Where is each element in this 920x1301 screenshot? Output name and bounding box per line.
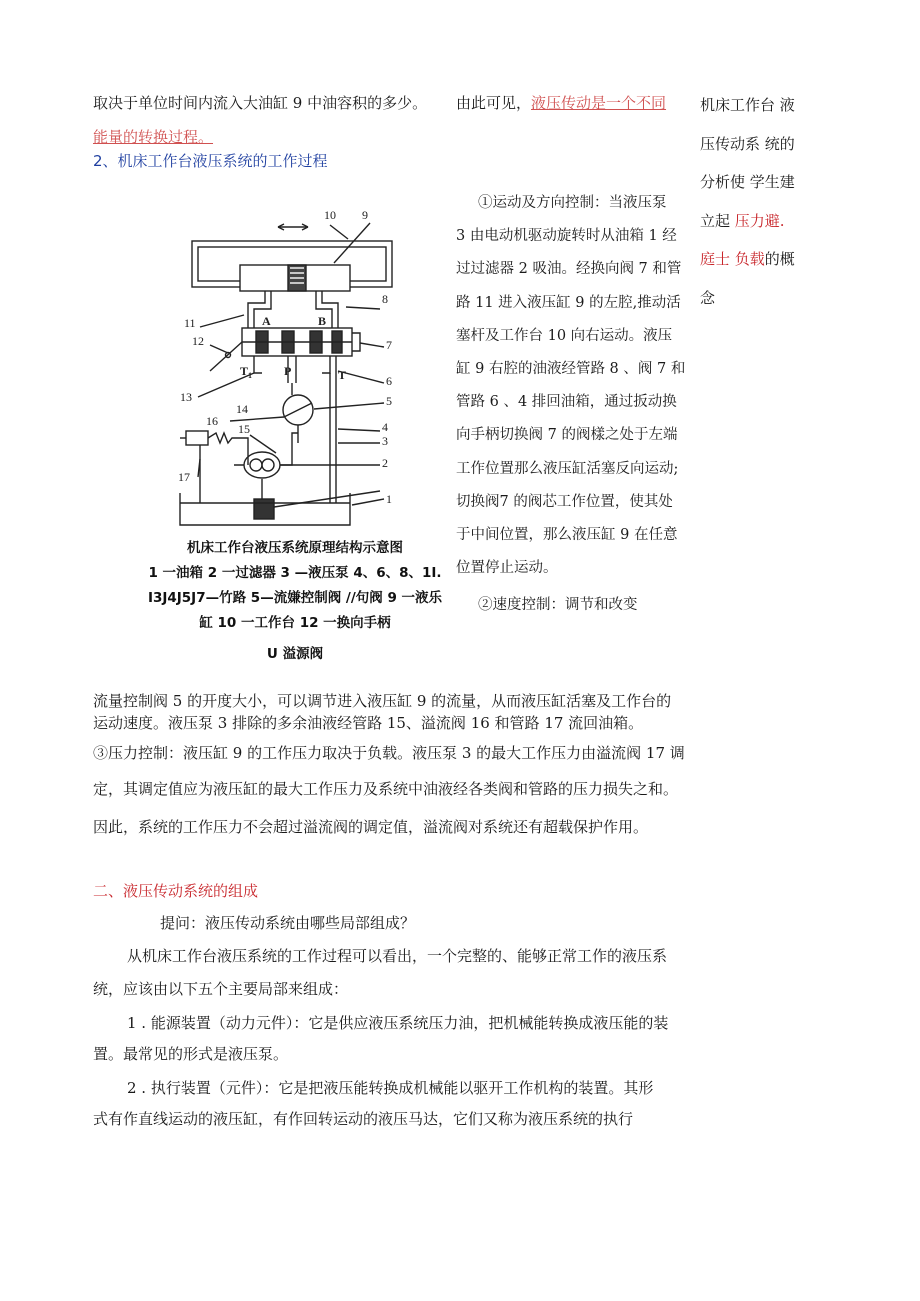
- text-line: 缸 9 右腔的油液经管路 8 、阀 7 和: [456, 361, 686, 378]
- section-heading: 二、液压传动系统的组成: [93, 882, 259, 900]
- label-t1-sub: 1: [248, 371, 253, 380]
- label-t1: [240, 364, 252, 380]
- text-line: 3 由电动机驱动旋转时从油箱 1 经: [456, 228, 677, 245]
- text-line: 过过滤器 2 吸油。经换向阀 7 和管: [456, 261, 682, 278]
- text-line: 工作位置那么液压缸活塞反向运动;: [456, 460, 679, 477]
- label-12: 12: [192, 334, 204, 348]
- text-prefix: 立起: [700, 211, 735, 230]
- label-p: P: [284, 364, 292, 378]
- text-line: 管路 6 、4 排回油箱，通过扳动换: [456, 394, 677, 411]
- relief-valve: [186, 431, 208, 445]
- label-9: 9: [362, 208, 368, 222]
- text-line: [700, 240, 820, 279]
- label-11: 11: [184, 316, 196, 330]
- text-line: 取决于单位时间内流入大油缸 9 中油容积的多少。: [93, 94, 428, 112]
- label-13: 13: [180, 390, 192, 404]
- label-5: 5: [386, 394, 392, 408]
- text-prefix: 由此可见，: [456, 94, 532, 112]
- text-line: 念: [700, 288, 716, 307]
- diagram-svg: [170, 203, 420, 533]
- label-t1-text: T: [240, 364, 249, 378]
- caption-line: 缸 10 一工作台 12 一换向手柄: [199, 615, 391, 631]
- label-1: 1: [386, 492, 392, 506]
- text-line: 因此，系统的工作压力不会超过溢流阀的调定值，溢流阀对系统还有超载保护作用。: [93, 818, 649, 836]
- question-line: 提问：液压传动系统由哪些局部组成？: [160, 914, 416, 932]
- figure-caption: [140, 536, 450, 667]
- text-line: ①运动及方向控制：当液压泵: [478, 195, 667, 211]
- text-line: 流量控制阀 5 的开度大小，可以调节进入液压缸 9 的流量，从而液压缸活塞及工作台的: [93, 692, 672, 710]
- label-17: 17: [178, 470, 190, 484]
- label-15: 15: [238, 422, 250, 436]
- text-line: 从机床工作台液压系统的工作过程可以看出，一个完整的、能够正常工作的液压系: [127, 947, 668, 965]
- label-4: 4: [382, 420, 388, 434]
- label-a: A: [262, 314, 271, 328]
- label-7: 7: [386, 338, 392, 352]
- list-item-text: 式有作直线运动的液压缸，有作回转运动的液压马达，它们又称为液压系统的执行: [93, 1110, 634, 1128]
- right-column: [700, 86, 820, 317]
- highlight-text: 庭士 负载: [700, 250, 765, 268]
- text-line: 机床工作台 液: [700, 96, 795, 114]
- text-line: 压传动系 统的: [700, 134, 795, 153]
- caption-line: I3J4J5J7—竹路 5—流嫌控制阀 //句阀 9 一液乐: [147, 590, 443, 606]
- highlight-text: 压力避.: [734, 211, 785, 230]
- hydraulic-diagram: [170, 203, 420, 533]
- text-line: 切换阀7 的阀芯工作位置，使其处: [456, 493, 673, 510]
- list-item-text: 1 . 能源装置（动力元件）：它是供应液压系统压力油，把机械能转换成液压能的装: [127, 1014, 669, 1032]
- text-line: ③压力控制：液压缸 9 的工作压力取决于负载。液压泵 3 的最大工作压力由溢流阀 17 调: [93, 744, 685, 762]
- text-line: 于中间位置，那么液压缸 9 在任意: [456, 527, 678, 544]
- filter: [254, 499, 274, 519]
- text-line: 分析使 学生建: [700, 173, 795, 191]
- caption-line: 1 一油箱 2 一过滤器 3 —液压泵 4、6、8、1I.: [148, 565, 442, 581]
- list-item-text: 置。最常见的形式是液压泵。: [93, 1045, 289, 1063]
- caption-line: U 溢源阀: [266, 646, 324, 662]
- label-t: T: [338, 368, 347, 382]
- caption-title: 机床工作台液压系统原理结构示意图: [187, 540, 403, 556]
- label-8: 8: [382, 292, 388, 306]
- text-line: [700, 202, 820, 241]
- text-line: 路 11 进入液压缸 9 的左腔,推动活: [456, 294, 681, 311]
- label-6: 6: [386, 374, 392, 388]
- label-2: 2: [382, 456, 388, 470]
- text-line: 位置停止运动。: [456, 560, 558, 577]
- text-suffix: 的概: [764, 250, 795, 268]
- text-line: 塞杆及工作台 10 向右运动。液压: [456, 327, 673, 344]
- text-line: 向手柄切换阀 7 的阀樣之处于左端: [456, 427, 678, 444]
- text-line: 运动速度。液压泵 3 排除的多余油液经管路 15、溢流阀 16 和管路 17 流回油箱。: [93, 714, 644, 732]
- label-16: 16: [206, 414, 218, 428]
- section-title: 2、机床工作台液压系统的工作过程: [93, 152, 328, 170]
- text-line: 定，其调定值应为液压缸的最大工作压力及系统中油液经各类阀和管路的压力损失之和。: [93, 780, 679, 798]
- text-line: ②速度控制：调节和改变: [478, 597, 638, 614]
- label-14: 14: [236, 402, 248, 416]
- label-3: 3: [382, 434, 388, 448]
- label-10: 10: [324, 208, 336, 222]
- highlight-text: 液压传动是一个不同: [531, 94, 667, 112]
- diagram-labels: [178, 208, 392, 506]
- highlight-text: 能量的转换过程。: [93, 128, 214, 146]
- text-line: [456, 86, 666, 120]
- text-line: 统，应该由以下五个主要局部来组成：: [93, 980, 349, 998]
- label-b: B: [318, 314, 327, 328]
- list-item-text: 2 . 执行装置（元件）：它是把液压能转换成机械能以驱开工作机构的装置。其形: [127, 1079, 654, 1097]
- control-paragraph: [456, 187, 696, 623]
